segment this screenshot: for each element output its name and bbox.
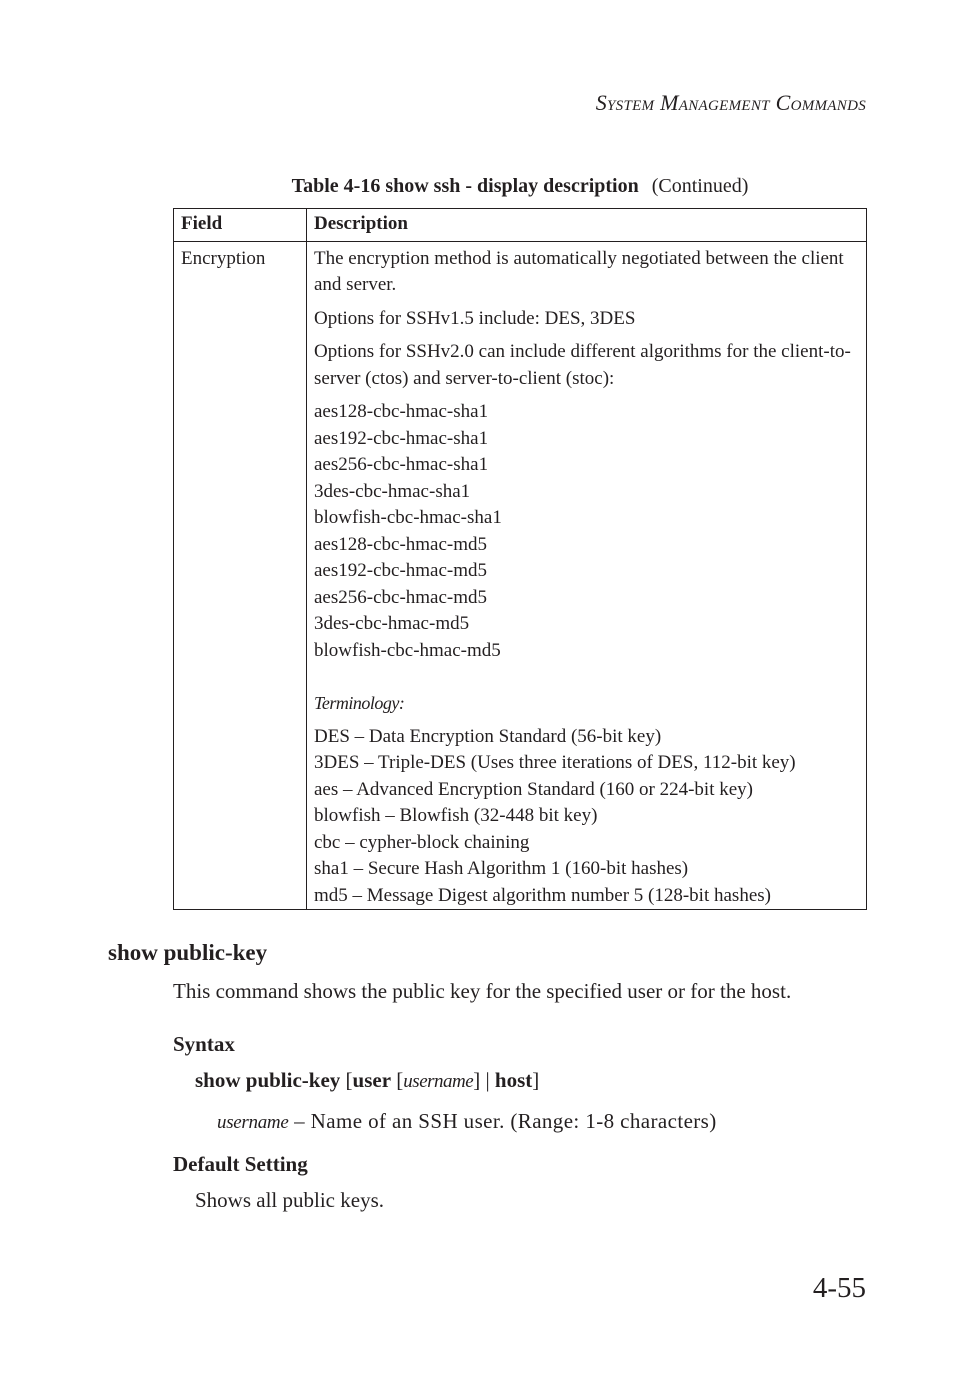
algorithm-item: 3des-cbc-hmac-md5 bbox=[314, 613, 470, 634]
table-row bbox=[174, 241, 867, 910]
description-cell bbox=[307, 241, 867, 910]
algorithm-item: aes256-cbc-hmac-md5 bbox=[314, 586, 488, 608]
description-paragraph: The encryption method is automatically negotiated between the client and server. bbox=[314, 247, 844, 295]
column-header-field: Field bbox=[174, 209, 307, 242]
algorithm-item: aes192-cbc-hmac-md5 bbox=[314, 560, 488, 581]
table-caption-continued: (Continued) bbox=[651, 175, 749, 197]
default-setting-text: Shows all public keys. bbox=[195, 1188, 384, 1212]
syntax-line bbox=[195, 1068, 539, 1093]
column-header-description: Description bbox=[307, 209, 867, 242]
description-paragraph: Options for SSHv2.0 can include different algorithms for the client-to-server (ctos) and server-to-client (stoc): bbox=[314, 341, 851, 389]
algorithm-item: 3des-cbc-hmac-sha1 bbox=[314, 480, 471, 502]
parameter-description bbox=[217, 1109, 717, 1134]
terminology-label: Terminology: bbox=[314, 693, 405, 713]
parameter-text: – Name of an SSH user. (Range: 1-8 characters) bbox=[288, 1109, 717, 1133]
table-caption bbox=[173, 175, 867, 198]
description-paragraph: Options for SSHv1.5 include: DES, 3DES bbox=[314, 307, 636, 329]
syntax-bracket: [ bbox=[396, 1068, 404, 1092]
syntax-bracket: [ bbox=[345, 1068, 353, 1092]
algorithm-item: aes192-cbc-hmac-sha1 bbox=[314, 427, 489, 449]
syntax-pipe: | bbox=[480, 1068, 495, 1092]
syntax-bracket: ] bbox=[532, 1068, 540, 1092]
parameter-name: username bbox=[217, 1112, 289, 1133]
terminology-item: sha1 – Secure Hash Algorithm 1 (160-bit hashes) bbox=[314, 858, 689, 879]
algorithm-item: aes128-cbc-hmac-sha1 bbox=[314, 401, 489, 422]
terminology-item: blowfish – Blowfish (32-448 bit key) bbox=[314, 805, 598, 826]
syntax-keyword-user: user bbox=[352, 1068, 392, 1092]
terminology-item: cbc – cypher-block chaining bbox=[314, 831, 530, 853]
terminology-list bbox=[314, 724, 859, 910]
syntax-param-username: username bbox=[403, 1071, 474, 1092]
algorithm-item: blowfish-cbc-hmac-md5 bbox=[314, 639, 501, 661]
algorithm-list bbox=[314, 399, 859, 664]
field-cell: Encryption bbox=[174, 241, 307, 910]
page-number: 4-55 bbox=[812, 1272, 866, 1304]
terminology-item: aes – Advanced Encryption Standard (160 or 224-bit key) bbox=[314, 778, 753, 800]
running-header: System Management Commands bbox=[595, 90, 866, 115]
table-caption-title: Table 4-16 show ssh - display description bbox=[291, 175, 639, 197]
syntax-keyword-host: host bbox=[494, 1068, 533, 1092]
terminology-item: 3DES – Triple-DES (Uses three iterations of DES, 112-bit key) bbox=[314, 752, 796, 773]
terminology-item: DES – Data Encryption Standard (56-bit key) bbox=[314, 725, 662, 747]
syntax-command: show public-key bbox=[195, 1068, 341, 1092]
default-setting-heading: Default Setting bbox=[173, 1152, 308, 1176]
syntax-heading: Syntax bbox=[173, 1032, 235, 1056]
table-header-row bbox=[174, 209, 867, 242]
terminology-item: md5 – Message Digest algorithm number 5 (128-bit hashes) bbox=[314, 884, 771, 906]
syntax-bracket: ] bbox=[473, 1068, 481, 1092]
description-table bbox=[173, 208, 867, 910]
algorithm-item: aes128-cbc-hmac-md5 bbox=[314, 533, 488, 555]
section-heading: show public-key bbox=[108, 940, 268, 965]
algorithm-item: blowfish-cbc-hmac-sha1 bbox=[314, 507, 502, 528]
algorithm-item: aes256-cbc-hmac-sha1 bbox=[314, 454, 489, 475]
section-intro: This command shows the public key for the specified user or for the host. bbox=[173, 979, 792, 1003]
